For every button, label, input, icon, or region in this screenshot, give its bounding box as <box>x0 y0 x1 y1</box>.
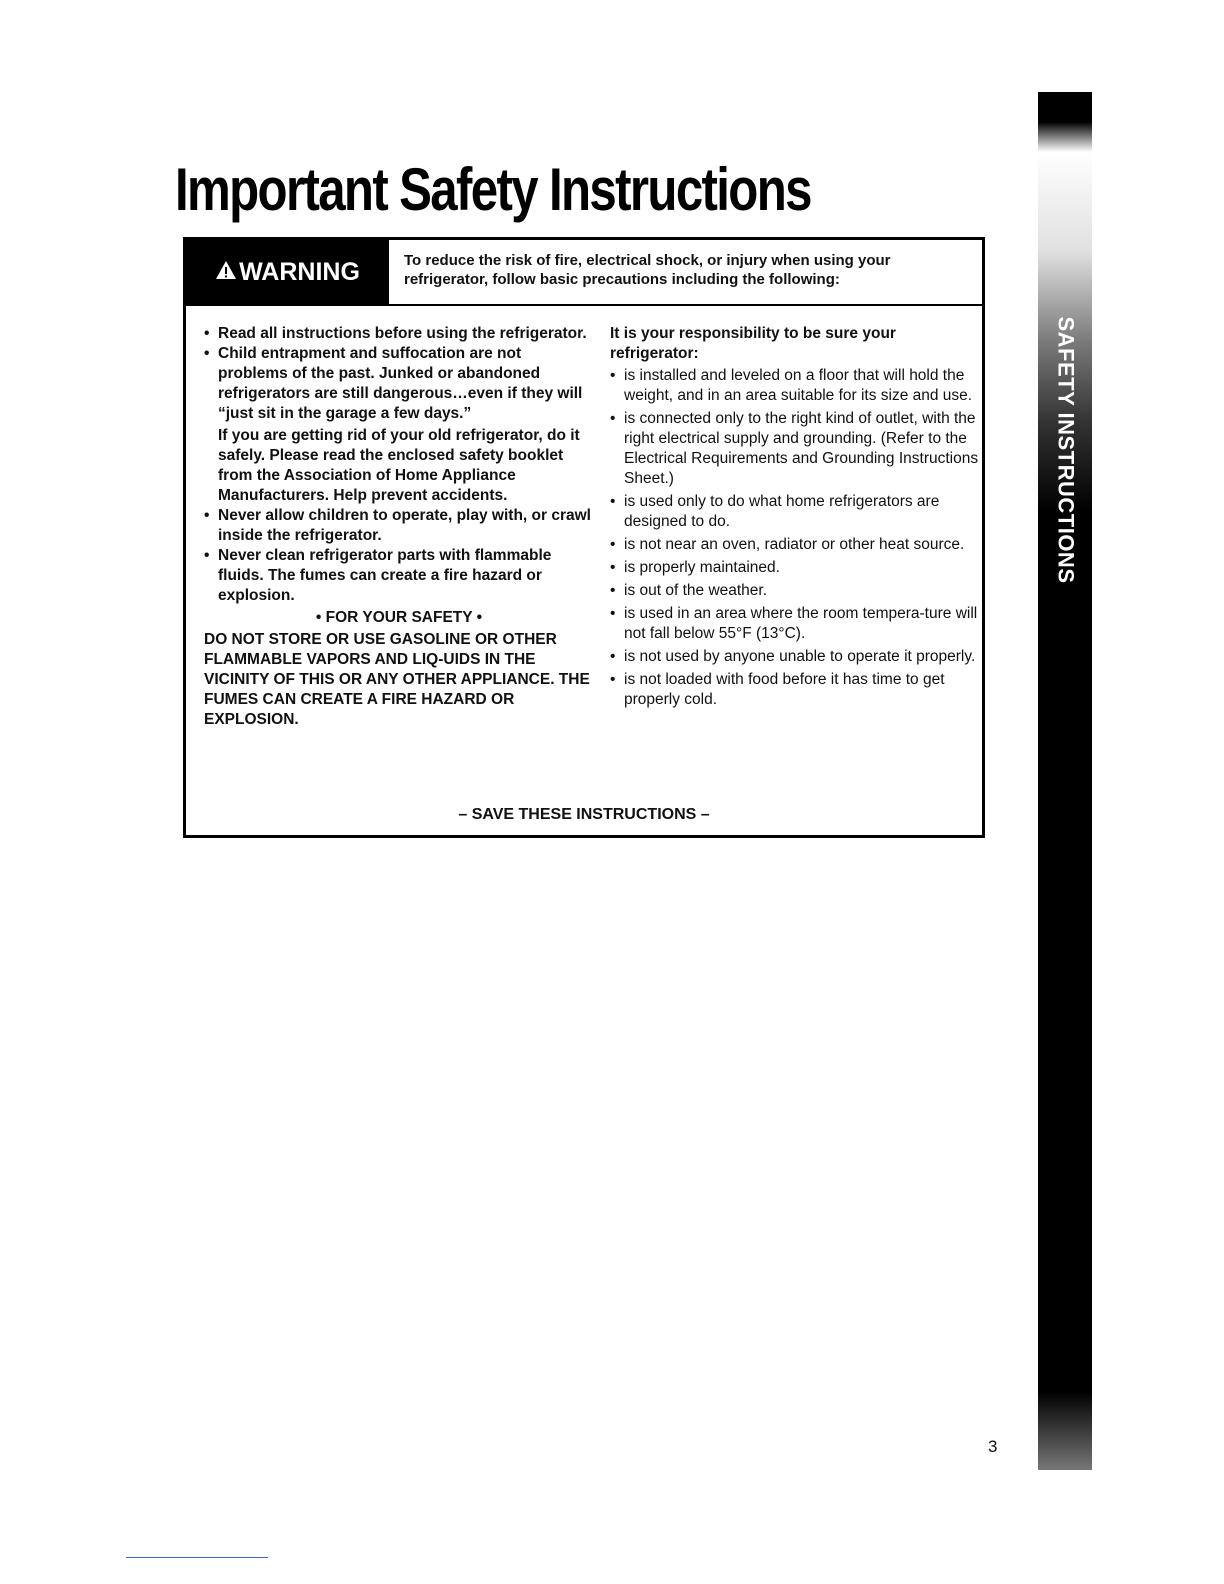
list-item: • is out of the weather. <box>610 581 980 601</box>
responsibility-heading: It is your responsibility to be sure your refrigerator: <box>610 325 896 362</box>
warning-intro: To reduce the risk of fire, electrical shock, or injury when using your refrigerator, follow basic precautions including the following: <box>404 252 891 288</box>
footer-rule <box>126 1557 268 1558</box>
warning-box <box>183 237 985 838</box>
gasoline-warning: DO NOT STORE OR USE GASOLINE OR OTHER FLAMMABLE VAPORS AND LIQ-UIDS IN THE VICINITY OF THIS OR ANY OTHER APPLIANCE. THE FUMES CAN CREATE A FIRE HAZARD OR EXPLOSION. <box>204 631 590 728</box>
save-instructions: – SAVE THESE INSTRUCTIONS – <box>458 806 710 823</box>
list-item: • is connected only to the right kind of outlet, with the right electrical supply and grounding. (Refer to the Electrical Requirements and Grounding Instructions Sheet.) <box>610 409 980 489</box>
page-title: Important Safety Instructions <box>175 156 811 223</box>
instruction-read-all: • Read all instructions before using the refrigerator. <box>204 324 594 344</box>
left-column <box>204 324 594 730</box>
list-item: • is not loaded with food before it has time to get properly cold. <box>610 670 980 710</box>
page-number: 3 <box>988 1437 998 1456</box>
list-item: • is used in an area where the room tempera-ture will not fall below 55°F (13°C). <box>610 604 980 644</box>
list-item: • is used only to do what home refrigerators are designed to do. <box>610 492 980 532</box>
list-item: • is installed and leveled on a floor that will hold the weight, and in an area suitable for its size and use. <box>610 366 980 406</box>
for-your-safety: • FOR YOUR SAFETY • <box>315 609 483 626</box>
warning-badge <box>186 240 389 304</box>
side-tab-label-wrap <box>1050 316 1080 584</box>
list-item: • is properly maintained. <box>610 558 980 578</box>
side-tab <box>1038 92 1092 1470</box>
list-item: • is not used by anyone unable to operate it properly. <box>610 647 980 667</box>
warning-label: WARNING <box>239 257 360 286</box>
warning-header <box>186 240 982 306</box>
warning-triangle-icon <box>215 258 237 287</box>
list-item: • is not near an oven, radiator or other heat source. <box>610 535 980 555</box>
instruction-child-entrapment: • Child entrapment and suffocation are not problems of the past. Junked or abandoned refrigerators are still dangerous…even if they will “just sit in the garage a few days.” <box>204 344 594 424</box>
right-column <box>610 324 980 713</box>
instruction-children-play: • Never allow children to operate, play with, or crawl inside the refrigerator. <box>204 506 594 546</box>
instruction-flammable-fluids: • Never clean refrigerator parts with flammable fluids. The fumes can create a fire hazard or explosion. <box>204 546 594 606</box>
instruction-disposal: If you are getting rid of your old refrigerator, do it safely. Please read the enclosed safety booklet from the Association of Home Appliance Manufacturers. Help prevent accidents. <box>218 427 580 504</box>
side-tab-label: SAFETY INSTRUCTIONS <box>1053 316 1079 584</box>
